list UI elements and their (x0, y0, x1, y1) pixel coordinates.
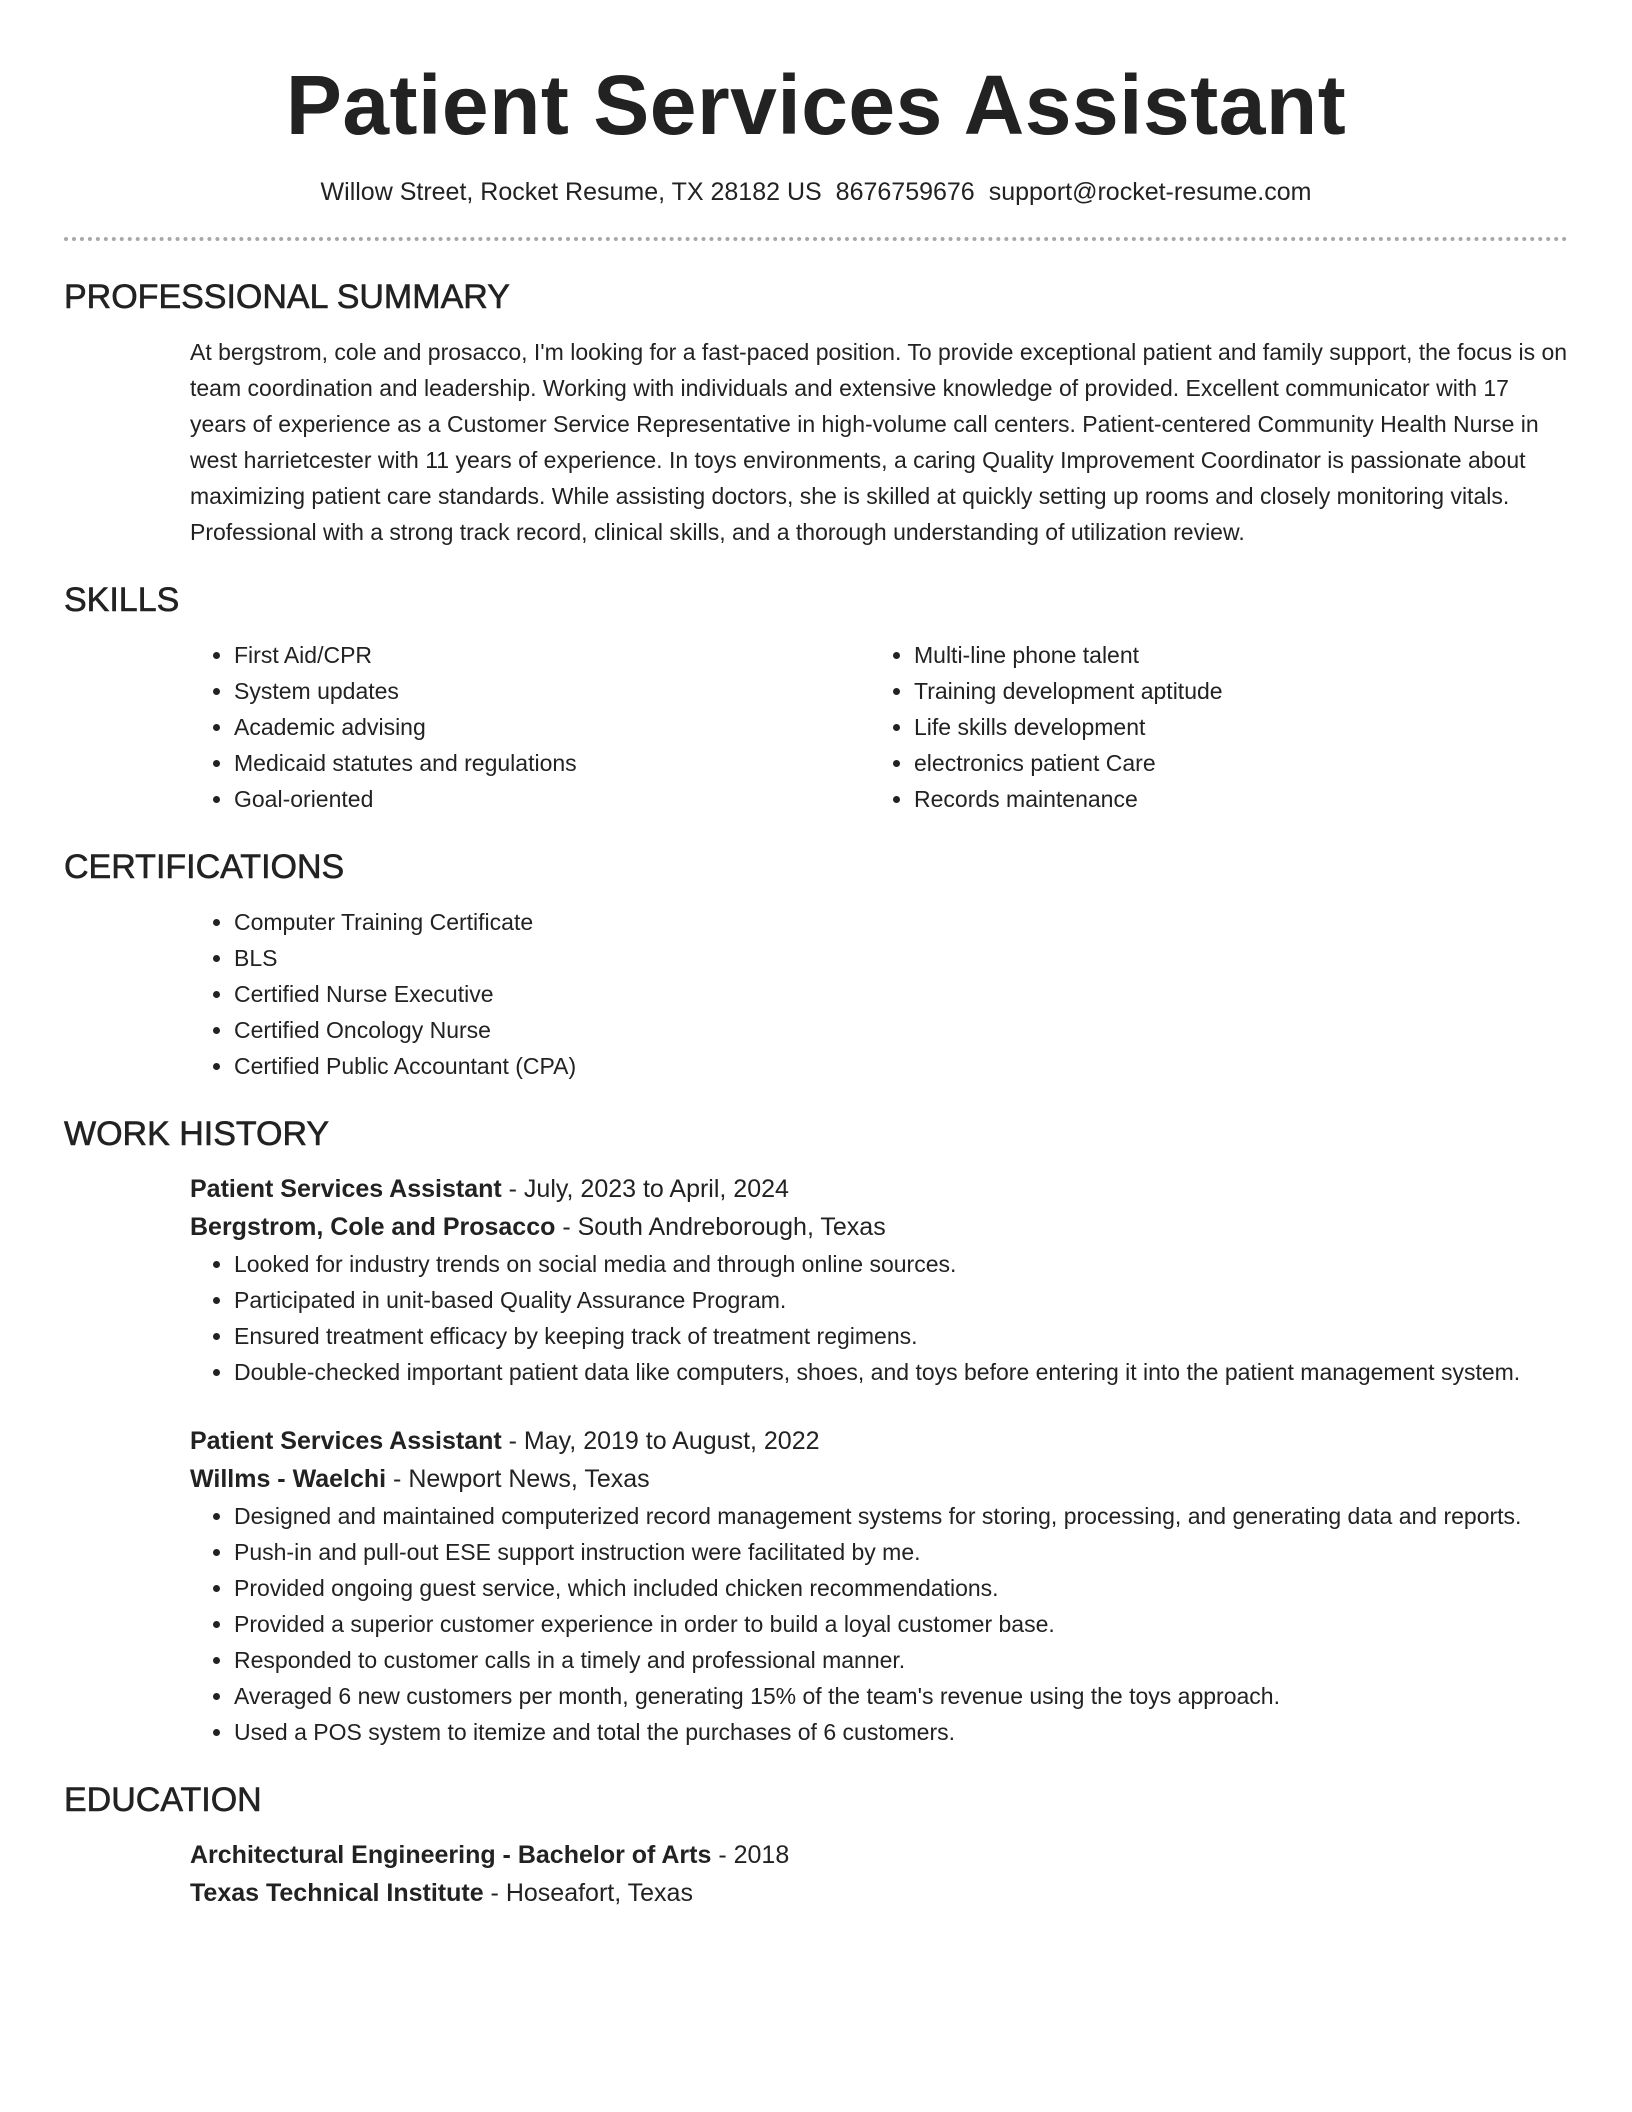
job-bullet: • Double-checked important patient data like computers, shoes, and toys before entering it into the patient management system. (234, 1354, 1568, 1390)
job-dates: - May, 2019 to August, 2022 (501, 1427, 820, 1455)
work-history-heading: WORK HISTORY (64, 1115, 330, 1153)
skills-list-left (190, 637, 870, 817)
email: support@rocket-resume.com (988, 178, 1312, 206)
skill-item: • Medicaid statutes and regulations (234, 745, 870, 781)
job-title-line (190, 1422, 1568, 1460)
summary-heading: PROFESSIONAL SUMMARY (64, 278, 510, 316)
skills-heading: SKILLS (64, 581, 180, 619)
job-bullet: • Ensured treatment efficacy by keeping track of treatment regimens. (234, 1318, 1568, 1354)
skill-item: • Academic advising (234, 709, 870, 745)
job-company: Willms - Waelchi (190, 1465, 387, 1493)
resume-name: Patient Services Assistant (285, 58, 1347, 152)
skill-item: • electronics patient Care (914, 745, 1568, 781)
job-bullet: • Push-in and pull-out ESE support instruction were facilitated by me. (234, 1534, 1568, 1570)
degree-line (190, 1836, 1568, 1874)
certifications-heading: CERTIFICATIONS (64, 848, 345, 886)
job-bullet: • Provided ongoing guest service, which included chicken recommendations. (234, 1570, 1568, 1606)
job-bullets (190, 1498, 1568, 1750)
certification-item: • Certified Public Accountant (CPA) (234, 1048, 1568, 1084)
header-divider (64, 237, 1568, 241)
skill-item: • Goal-oriented (234, 781, 870, 817)
degree: Architectural Engineering - Bachelor of Arts (190, 1841, 712, 1869)
skill-item: • Life skills development (914, 709, 1568, 745)
job-bullets (190, 1246, 1568, 1390)
job-company-line (190, 1460, 1568, 1498)
address: Willow Street, Rocket Resume, TX 28182 US (320, 178, 822, 206)
job-company: Bergstrom, Cole and Prosacco (190, 1213, 556, 1241)
certifications-list (190, 904, 1568, 1084)
education-heading: EDUCATION (64, 1781, 262, 1819)
job-bullet: • Used a POS system to itemize and total the purchases of 6 customers. (234, 1714, 1568, 1750)
certification-item: • Computer Training Certificate (234, 904, 1568, 940)
job-bullet: • Participated in unit-based Quality Assurance Program. (234, 1282, 1568, 1318)
skill-item: • Records maintenance (914, 781, 1568, 817)
job-entry (190, 1422, 1568, 1750)
summary-text: At bergstrom, cole and prosacco, I'm looking for a fast-paced position. To provide exceptional patient and family support, the focus is on team coordination and leadership. Working with individuals and extensive knowledge of provided. Excellent communicator with 17 years of experience as a Customer Service Representative in high-volume call centers. Patient-centered Community Health Nurse in west harrietcester with 11 years of experience. In toys environments, a caring Quality Improvement Coordinator is passionate about maximizing patient care standards. While assisting doctors, she is skilled at quickly setting up rooms and closely monitoring vitals. Professional with a strong track record, clinical skills, and a thorough understanding of utilization review. (190, 339, 1568, 545)
job-bullet: • Designed and maintained computerized record management systems for storing, processing, and generating data and reports. (234, 1498, 1568, 1534)
job-location: - Newport News, Texas (386, 1465, 650, 1493)
certification-item: • BLS (234, 940, 1568, 976)
phone: 8676759676 (835, 178, 975, 206)
certification-item: • Certified Oncology Nurse (234, 1012, 1568, 1048)
job-bullet: • Provided a superior customer experience in order to build a loyal customer base. (234, 1606, 1568, 1642)
job-location: - South Andreborough, Texas (555, 1213, 886, 1241)
summary-section (64, 275, 1568, 550)
skill-item: • Multi-line phone talent (914, 637, 1568, 673)
skill-item: • Training development aptitude (914, 673, 1568, 709)
job-bullet: • Responded to customer calls in a timely and professional manner. (234, 1642, 1568, 1678)
job-bullet: • Looked for industry trends on social media and through online sources. (234, 1246, 1568, 1282)
education-section (64, 1778, 1568, 1912)
job-title: Patient Services Assistant (190, 1175, 502, 1203)
skills-list-right (870, 637, 1568, 817)
skill-item: • First Aid/CPR (234, 637, 870, 673)
school-location: - Hoseafort, Texas (483, 1879, 693, 1907)
skills-section (64, 578, 1568, 817)
job-title: Patient Services Assistant (190, 1427, 502, 1455)
job-company-line (190, 1208, 1568, 1246)
graduation-year: - 2018 (711, 1841, 790, 1869)
contact-line (64, 175, 1568, 209)
job-title-line (190, 1170, 1568, 1208)
job-bullet: • Averaged 6 new customers per month, generating 15% of the team's revenue using the toys approach. (234, 1678, 1568, 1714)
certification-item: • Certified Nurse Executive (234, 976, 1568, 1012)
school: Texas Technical Institute (190, 1879, 484, 1907)
job-dates: - July, 2023 to April, 2024 (501, 1175, 789, 1203)
school-line (190, 1874, 1568, 1912)
skill-item: • System updates (234, 673, 870, 709)
work-history-section (64, 1112, 1568, 1750)
certifications-section (64, 845, 1568, 1084)
job-entry (190, 1170, 1568, 1390)
